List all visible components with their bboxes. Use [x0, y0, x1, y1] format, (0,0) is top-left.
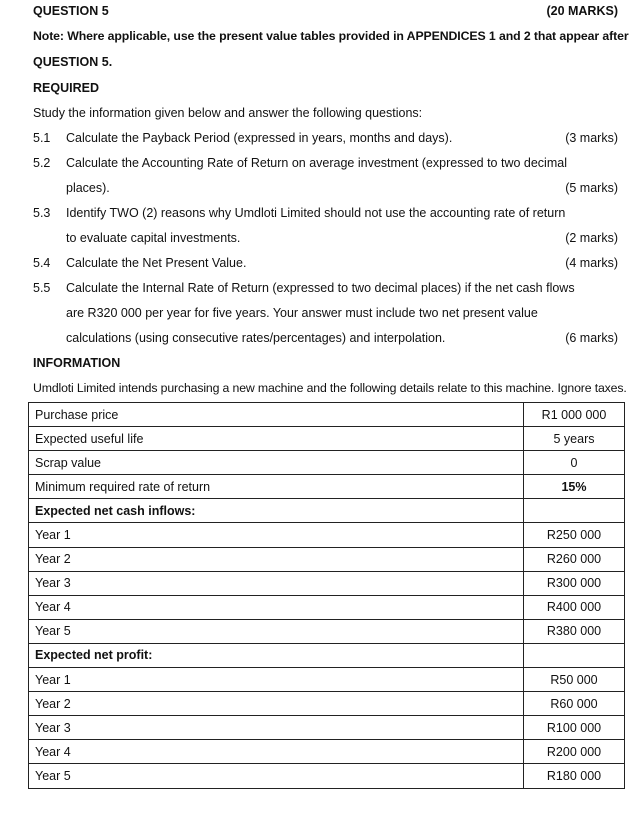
- question-marks: (2 marks): [565, 231, 618, 245]
- row-value: [524, 643, 625, 667]
- row-label: Purchase price: [29, 403, 524, 427]
- table-row: [29, 451, 625, 475]
- machine-details-table: [28, 402, 625, 789]
- question-text: Calculate the Net Present Value.: [66, 256, 247, 270]
- information-intro: Umdloti Limited intends purchasing a new machine and the following details relate to this machine. Ignore taxes.: [33, 381, 627, 395]
- row-value: R250 000: [524, 523, 625, 547]
- question-number: 5.4: [33, 256, 51, 270]
- question-marks: (6 marks): [565, 331, 618, 345]
- row-label: Year 2: [29, 692, 524, 716]
- row-label: Expected net profit:: [29, 643, 524, 667]
- row-label: Year 1: [29, 523, 524, 547]
- table-row: [29, 523, 625, 547]
- row-value: R50 000: [524, 668, 625, 692]
- table-row: [29, 595, 625, 619]
- information-heading: INFORMATION: [33, 356, 121, 370]
- table-row: [29, 692, 625, 716]
- row-label: Year 5: [29, 619, 524, 643]
- row-label: Year 3: [29, 571, 524, 595]
- question-text: Identify TWO (2) reasons why Umdloti Limited should not use the accounting rate of return: [66, 206, 566, 220]
- question-text: Calculate the Accounting Rate of Return on average investment (expressed to two decimal: [66, 156, 567, 170]
- table-row: [29, 571, 625, 595]
- question-title: QUESTION 5: [33, 4, 109, 18]
- row-value: R60 000: [524, 692, 625, 716]
- table-row: [29, 740, 625, 764]
- table-row: [29, 668, 625, 692]
- question-text: Calculate the Internal Rate of Return (expressed to two decimal places) if the net cash flows: [66, 281, 575, 295]
- table-row: [29, 619, 625, 643]
- row-value: R180 000: [524, 764, 625, 788]
- row-label: Year 4: [29, 740, 524, 764]
- note-line-2: QUESTION 5.: [33, 55, 113, 69]
- question-marks: (4 marks): [565, 256, 618, 270]
- required-instruction: Study the information given below and answer the following questions:: [33, 106, 423, 120]
- row-value: R260 000: [524, 547, 625, 571]
- table-section-header: [29, 499, 625, 523]
- row-value: R100 000: [524, 716, 625, 740]
- row-value: R1 000 000: [524, 403, 625, 427]
- row-label: Year 2: [29, 547, 524, 571]
- note-line-1: Note: Where applicable, use the present value tables provided in APPENDICES 1 and 2 that appear after: [33, 29, 629, 43]
- question-text: are R320 000 per year for five years. Your answer must include two net present value: [66, 306, 538, 320]
- row-value: [524, 499, 625, 523]
- question-marks: (3 marks): [565, 131, 618, 145]
- row-label: Expected net cash inflows:: [29, 499, 524, 523]
- question-number: 5.2: [33, 156, 51, 170]
- question-text: Calculate the Payback Period (expressed in years, months and days).: [66, 131, 453, 145]
- table-row: [29, 475, 625, 499]
- table-row: [29, 764, 625, 788]
- question-number: 5.5: [33, 281, 51, 295]
- total-marks: (20 MARKS): [546, 4, 618, 18]
- row-label: Year 3: [29, 716, 524, 740]
- table-section-header: [29, 643, 625, 667]
- row-value: 5 years: [524, 427, 625, 451]
- table-row: [29, 427, 625, 451]
- question-marks: (5 marks): [565, 181, 618, 195]
- row-label: Expected useful life: [29, 427, 524, 451]
- question-number: 5.3: [33, 206, 51, 220]
- row-label: Year 4: [29, 595, 524, 619]
- row-value: 0: [524, 451, 625, 475]
- question-number: 5.1: [33, 131, 51, 145]
- question-text: to evaluate capital investments.: [66, 231, 241, 245]
- row-label: Year 1: [29, 668, 524, 692]
- row-value: 15%: [524, 475, 625, 499]
- table-row: [29, 403, 625, 427]
- required-heading: REQUIRED: [33, 81, 99, 95]
- row-label: Scrap value: [29, 451, 524, 475]
- question-text: calculations (using consecutive rates/percentages) and interpolation.: [66, 331, 446, 345]
- row-value: R300 000: [524, 571, 625, 595]
- row-value: R380 000: [524, 619, 625, 643]
- row-label: Minimum required rate of return: [29, 475, 524, 499]
- row-value: R200 000: [524, 740, 625, 764]
- row-value: R400 000: [524, 595, 625, 619]
- table-row: [29, 547, 625, 571]
- question-text: places).: [66, 181, 110, 195]
- table-row: [29, 716, 625, 740]
- row-label: Year 5: [29, 764, 524, 788]
